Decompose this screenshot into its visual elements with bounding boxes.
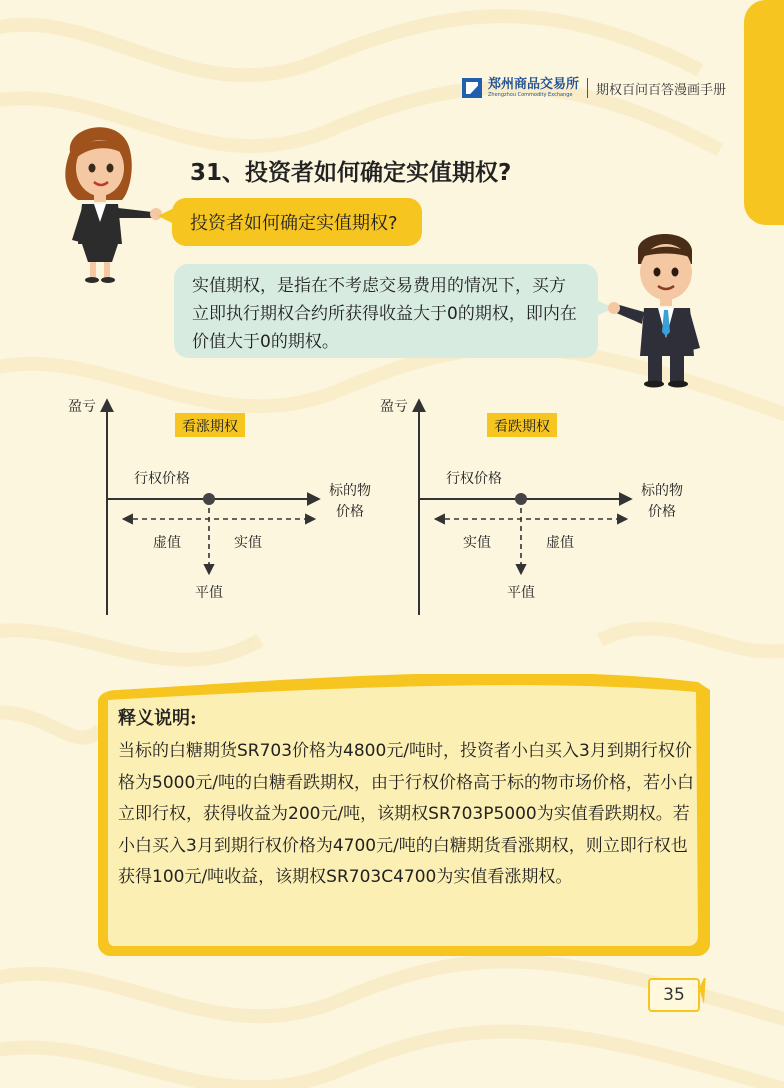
explanation-heading: 释义说明: (118, 708, 197, 729)
right-region-label: 实值 (234, 535, 262, 551)
option-type-label: 看跌期权 (494, 419, 550, 435)
left-region-label: 实值 (463, 535, 491, 551)
question-text: 投资者如何确定实值期权? (190, 213, 398, 234)
page-header (462, 76, 726, 100)
businessman-illustration (608, 228, 718, 388)
chapter-side-tab (744, 0, 784, 225)
x-axis-label-line2: 价格 (336, 504, 364, 520)
question-bubble (172, 198, 422, 246)
section-title: 31、投资者如何确定实值期权? (190, 160, 512, 186)
logo-english-name: Zhengzhou Commodity Exchange (488, 92, 573, 98)
y-axis-label: 盈亏 (68, 399, 96, 415)
option-type-label: 看涨期权 (182, 419, 238, 435)
strike-point (515, 493, 527, 505)
logo-chinese-name: 郑州商品交易所 (488, 77, 580, 92)
header-divider (587, 78, 588, 98)
page-number: 35 (663, 985, 685, 1005)
x-axis-label-line1: 标的物 (641, 483, 683, 499)
page-number-badge (648, 978, 708, 1012)
answer-text: 实值期权，是指在不考虑交易费用的情况下，买方立即执行期权合约所获得收益大于0的期权，即内在价值大于0的期权。 (192, 276, 577, 352)
at-the-money-label: 平值 (195, 585, 223, 601)
y-axis-label: 盈亏 (380, 399, 408, 415)
right-region-label: 虚值 (546, 535, 574, 551)
put-option-diagram (372, 395, 702, 624)
left-region-label: 虚值 (153, 535, 181, 551)
at-the-money-label: 平值 (507, 585, 535, 601)
strike-point (203, 493, 215, 505)
book-title: 期权百问百答漫画手册 (596, 82, 727, 98)
exchange-logo-icon (462, 78, 482, 98)
answer-bubble (174, 264, 598, 358)
strike-price-label: 行权价格 (446, 471, 502, 487)
exchange-logo-text (488, 78, 579, 98)
explanation-body: 当标的白糖期货SR703价格为4800元/吨时，投资者小白买入3月到期行权价格为5000元/吨的白糖看跌期权，由于行权价格高于标的物市场价格，若小白立即行权，获得收益为200元/吨，该期权SR703P5000为实值看跌期权。若小白买入3月到期行权价格为4700元/吨的白糖期货看涨期权，则立即行权也获得100元/吨收益，该期权SR703C4700为实值看涨期权。 (118, 741, 694, 887)
strike-price-label: 行权价格 (134, 471, 190, 487)
x-axis-label-line1: 标的物 (329, 483, 371, 499)
x-axis-label-line2: 价格 (648, 504, 676, 520)
explanation-box (98, 674, 710, 956)
call-option-diagram (60, 395, 390, 624)
businesswoman-illustration (56, 122, 168, 284)
